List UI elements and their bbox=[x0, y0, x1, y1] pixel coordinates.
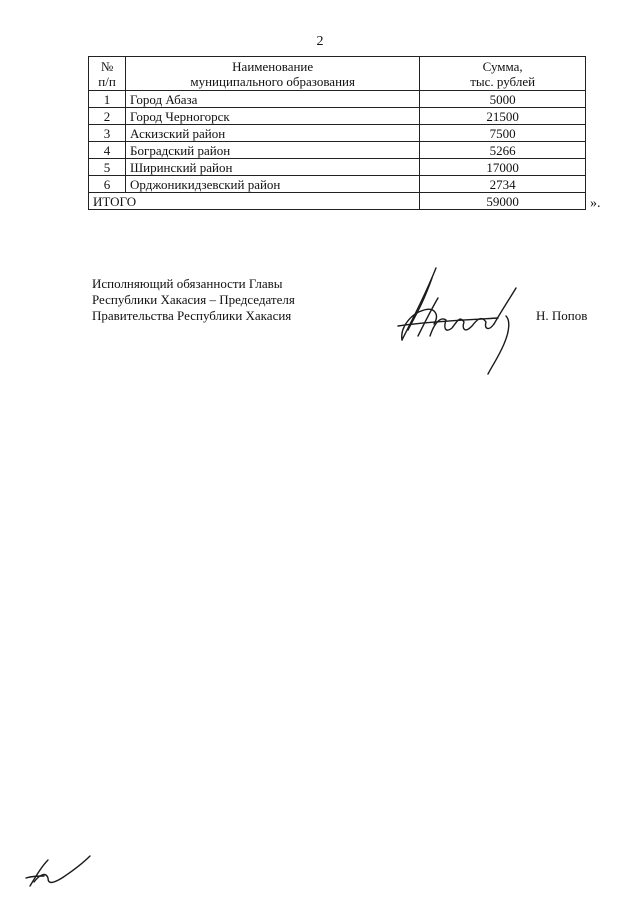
header-name-line-2: муниципального образования bbox=[190, 74, 355, 89]
row-name: Город Черногорск bbox=[126, 108, 420, 125]
handwritten-initials bbox=[22, 852, 102, 892]
total-label: ИТОГО bbox=[89, 193, 420, 210]
header-sum-line-2: тыс. рублей bbox=[470, 74, 536, 89]
row-sum: 2734 bbox=[420, 176, 586, 193]
row-num: 2 bbox=[89, 108, 126, 125]
table-row bbox=[89, 142, 586, 159]
header-name bbox=[126, 57, 420, 91]
total-sum: 59000 bbox=[420, 193, 586, 210]
row-sum: 5266 bbox=[420, 142, 586, 159]
row-num: 4 bbox=[89, 142, 126, 159]
row-sum: 17000 bbox=[420, 159, 586, 176]
handwritten-signature bbox=[394, 258, 534, 378]
signer-name: Н. Попов bbox=[536, 308, 588, 323]
table-row bbox=[89, 176, 586, 193]
table-row bbox=[89, 108, 586, 125]
row-num: 6 bbox=[89, 176, 126, 193]
row-sum: 21500 bbox=[420, 108, 586, 125]
header-sum-line-1: Сумма, bbox=[482, 59, 523, 74]
table-row bbox=[89, 159, 586, 176]
row-num: 3 bbox=[89, 125, 126, 142]
header-num-line-2: п/п bbox=[98, 74, 116, 89]
table-row bbox=[89, 125, 586, 142]
table-header-row bbox=[89, 57, 586, 91]
row-sum: 5000 bbox=[420, 91, 586, 108]
row-name: Ширинский район bbox=[126, 159, 420, 176]
row-num: 5 bbox=[89, 159, 126, 176]
header-num-line-1: № bbox=[100, 59, 114, 74]
closing-quote: ». bbox=[590, 196, 601, 211]
page-number: 2 bbox=[316, 34, 324, 49]
header-num bbox=[89, 57, 126, 91]
subsidy-table bbox=[88, 56, 586, 210]
header-name-line-1: Наименование bbox=[232, 59, 314, 74]
signatory-line-3: Правительства Республики Хакасия bbox=[92, 308, 292, 323]
row-name: Город Абаза bbox=[126, 91, 420, 108]
table-total-row bbox=[89, 193, 586, 210]
header-sum bbox=[420, 57, 586, 91]
row-sum: 7500 bbox=[420, 125, 586, 142]
signatory-title bbox=[92, 276, 295, 324]
table-row bbox=[89, 91, 586, 108]
signatory-line-1: Исполняющий обязанности Главы bbox=[92, 276, 283, 291]
row-name: Аскизский район bbox=[126, 125, 420, 142]
row-name: Орджоникидзевский район bbox=[126, 176, 420, 193]
row-name: Боградский район bbox=[126, 142, 420, 159]
signatory-line-2: Республики Хакасия – Председателя bbox=[92, 292, 295, 307]
row-num: 1 bbox=[89, 91, 126, 108]
